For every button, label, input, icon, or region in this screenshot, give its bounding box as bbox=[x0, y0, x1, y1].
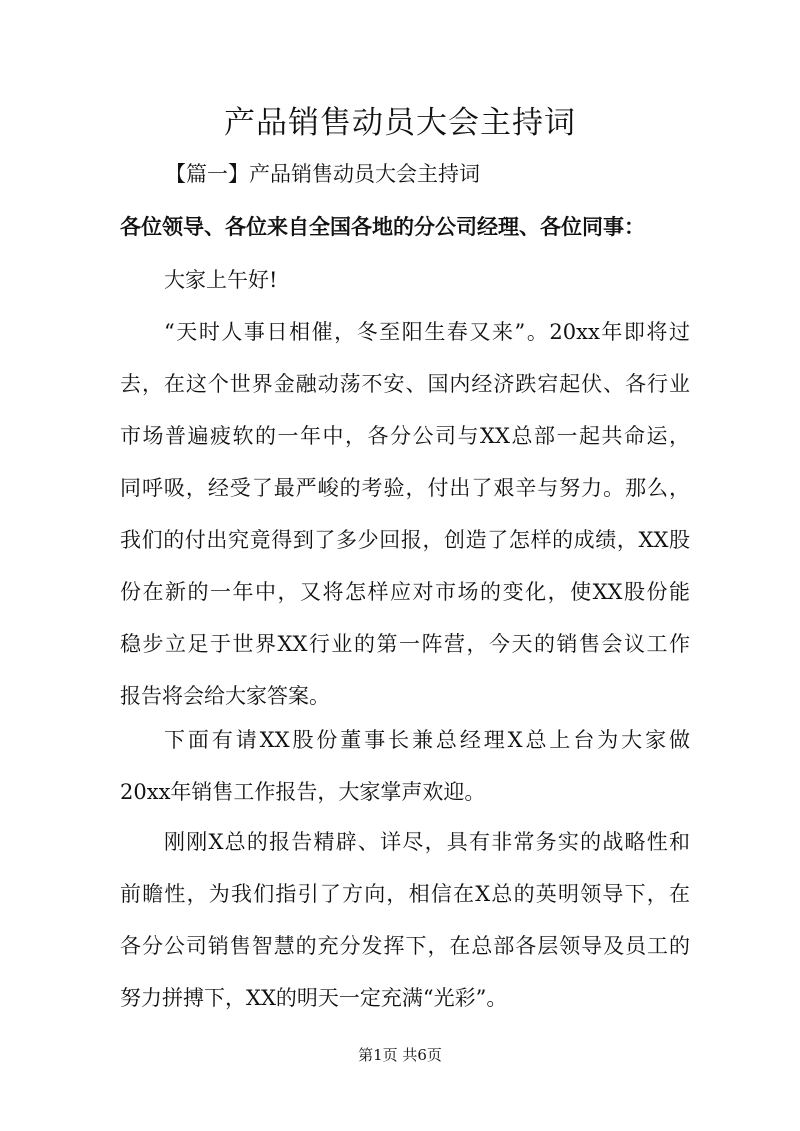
paragraph-line: 同呼吸，经受了最严峻的考验，付出了艰辛与努力。那么， bbox=[120, 476, 690, 500]
paragraph-line: 前瞻性，为我们指引了方向，相信在X总的英明领导下，在 bbox=[120, 882, 690, 906]
salutation: 各位领导、各位来自全国各地的分公司经理、各位同事： bbox=[120, 214, 645, 239]
document-title: 产品销售动员大会主持词 bbox=[224, 105, 576, 141]
paragraph-line: 下面有请XX股份董事长兼总经理X总上台为大家做 bbox=[164, 728, 690, 752]
page-number-footer: 第1页 共6页 bbox=[358, 1046, 442, 1064]
paragraph-closing bbox=[120, 816, 690, 1024]
paragraph-line: 努力拼搏下，XX的明天一定充满“光彩”。 bbox=[120, 986, 508, 1010]
paragraph-line: 20xx年销售工作报告，大家掌声欢迎。 bbox=[120, 780, 486, 804]
paragraph-line: 报告将会给大家答案。 bbox=[120, 684, 330, 708]
paragraph-line: 市场普遍疲软的一年中，各分公司与XX总部一起共命运， bbox=[120, 424, 690, 448]
paragraph-greeting bbox=[120, 254, 690, 306]
paragraph-line: 刚刚X总的报告精辟、详尽，具有非常务实的战略性和 bbox=[164, 830, 690, 854]
paragraph-line: 份在新的一年中，又将怎样应对市场的变化，使XX股份能 bbox=[120, 580, 690, 604]
paragraph-body bbox=[120, 306, 690, 722]
paragraph-line: “天时人事日相催，冬至阳生春又来”。20xx年即将过 bbox=[164, 320, 690, 344]
paragraph-line: 我们的付出究竟得到了多少回报，创造了怎样的成绩，XX股 bbox=[120, 528, 690, 552]
paragraph-line: 去，在这个世界金融动荡不安、国内经济跌宕起伏、各行业 bbox=[120, 372, 690, 396]
paragraph-invitation bbox=[120, 714, 690, 818]
paragraph-line: 各分公司销售智慧的充分发挥下，在总部各层领导及员工的 bbox=[120, 934, 690, 958]
section-heading: 【篇一】产品销售动员大会主持词 bbox=[165, 162, 480, 186]
paragraph-line: 稳步立足于世界XX行业的第一阵营，今天的销售会议工作 bbox=[120, 632, 690, 656]
paragraph-line: 大家上午好! bbox=[164, 268, 278, 292]
